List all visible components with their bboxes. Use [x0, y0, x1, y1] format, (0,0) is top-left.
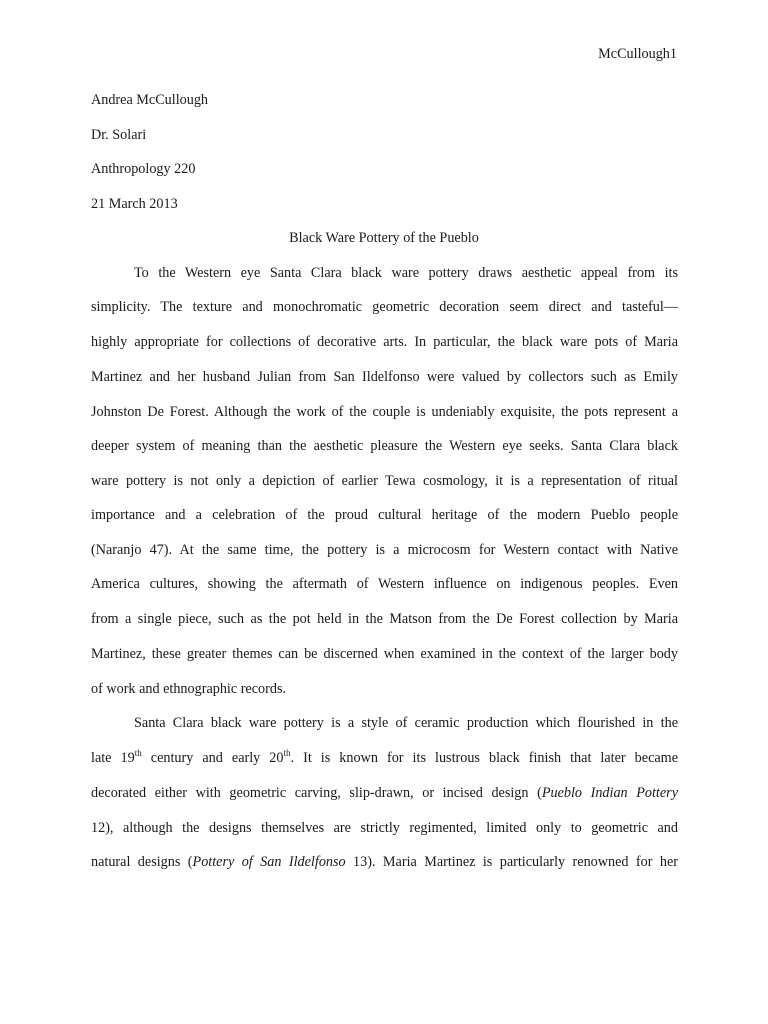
citation-title: Pueblo Indian Pottery	[541, 785, 678, 801]
body-line: Martinez, these greater themes can be discerned when examined in the context of the larger body	[91, 646, 678, 662]
instructor-name: Dr. Solari	[91, 127, 147, 143]
body-line: from a single piece, such as the pot held in the Matson from the De Forest collection by Maria	[91, 611, 678, 627]
body-line: America cultures, showing the aftermath of Western influence on indigenous peoples. Even	[91, 576, 678, 592]
body-line: Johnston De Forest. Although the work of the couple is undeniably exquisite, the pots represent a	[91, 404, 678, 420]
course-name: Anthropology 220	[91, 161, 196, 177]
author-name: Andrea McCullough	[91, 92, 209, 108]
body-line: natural designs (Pottery of San Ildelfonso 13). Maria Martinez is particularly renowned for her	[91, 854, 678, 870]
body-line: decorated either with geometric carving, slip-drawn, or incised design (Pueblo Indian Pottery	[91, 785, 678, 801]
body-line: (Naranjo 47). At the same time, the pottery is a microcosm for Western contact with Native	[91, 542, 678, 558]
body-line: of work and ethnographic records.	[91, 681, 287, 697]
body-line: Santa Clara black ware pottery is a style of ceramic production which flourished in the	[134, 715, 678, 731]
body-line: simplicity. The texture and monochromatic geometric decoration seem direct and tasteful—	[91, 299, 678, 315]
citation-title: Pottery of San Ildelfonso	[192, 854, 346, 870]
running-head: McCullough1	[598, 46, 677, 62]
body-line: late 19th century and early 20th. It is known for its lustrous black finish that later became	[91, 748, 678, 766]
body-line: deeper system of meaning than the aesthetic pleasure the Western eye seeks. Santa Clara black	[91, 438, 678, 454]
paper-date: 21 March 2013	[91, 196, 178, 212]
body-line: importance and a celebration of the proud cultural heritage of the modern Pueblo people	[91, 507, 678, 523]
body-line: 12), although the designs themselves are strictly regimented, limited only to geometric and	[91, 820, 678, 836]
body-line: To the Western eye Santa Clara black ware pottery draws aesthetic appeal from its	[134, 265, 678, 281]
body-line: highly appropriate for collections of decorative arts. In particular, the black ware pots of Maria	[91, 334, 678, 350]
body-line: ware pottery is not only a depiction of earlier Tewa cosmology, it is a representation of ritual	[91, 473, 678, 489]
paper-title: Black Ware Pottery of the Pueblo	[289, 230, 479, 246]
body-line: Martinez and her husband Julian from San Ildelfonso were valued by collectors such as Emily	[91, 369, 678, 385]
